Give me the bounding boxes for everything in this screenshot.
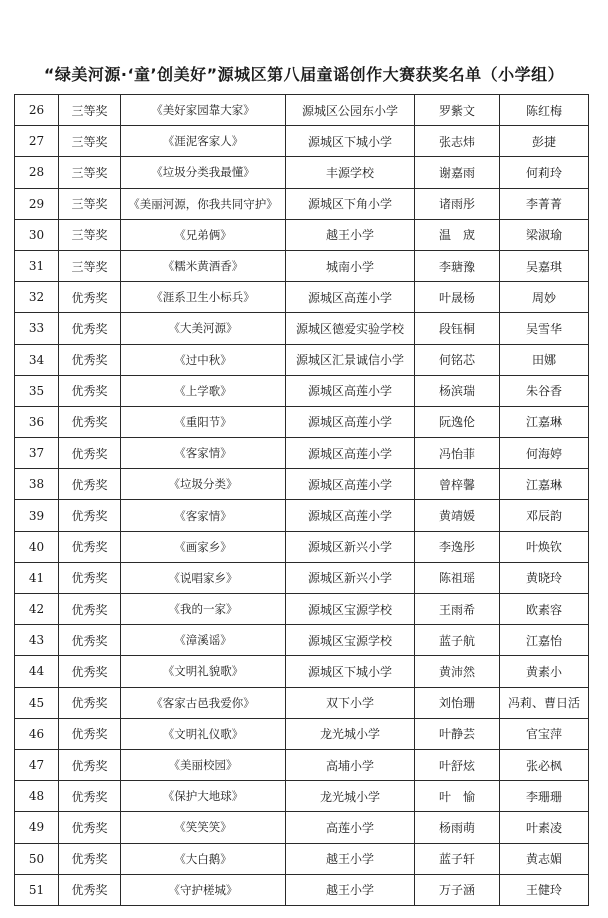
award-level: 优秀奖 <box>59 874 121 905</box>
school-name: 源城区高莲小学 <box>286 282 415 313</box>
row-number: 36 <box>15 406 59 437</box>
work-title: 《上学歌》 <box>121 375 286 406</box>
table-row <box>15 812 589 843</box>
author-name: 刘怡珊 <box>415 687 500 718</box>
work-title: 《垃圾分类我最懂》 <box>121 157 286 188</box>
work-title: 《画家乡》 <box>121 531 286 562</box>
school-name: 高埔小学 <box>286 749 415 780</box>
table-row <box>15 282 589 313</box>
award-level: 优秀奖 <box>59 500 121 531</box>
work-title: 《文明礼仪歌》 <box>121 718 286 749</box>
school-name: 源城区汇景诚信小学 <box>286 344 415 375</box>
work-title: 《涯泥客家人》 <box>121 126 286 157</box>
table-row <box>15 469 589 500</box>
author-name: 阮逸伦 <box>415 406 500 437</box>
work-title: 《大白鹅》 <box>121 843 286 874</box>
work-title: 《涯系卫生小标兵》 <box>121 282 286 313</box>
row-number: 35 <box>15 375 59 406</box>
table-row <box>15 313 589 344</box>
author-name: 诸雨彤 <box>415 188 500 219</box>
author-name: 黄沛然 <box>415 656 500 687</box>
teacher-name: 朱谷香 <box>500 375 589 406</box>
author-name: 万子涵 <box>415 874 500 905</box>
row-number: 27 <box>15 126 59 157</box>
row-number: 45 <box>15 687 59 718</box>
award-level: 三等奖 <box>59 157 121 188</box>
table-row <box>15 250 589 281</box>
author-name: 李逸彤 <box>415 531 500 562</box>
school-name: 源城区下角小学 <box>286 188 415 219</box>
author-name: 叶晟杨 <box>415 282 500 313</box>
author-name: 黄靖媛 <box>415 500 500 531</box>
row-number: 33 <box>15 313 59 344</box>
award-level: 优秀奖 <box>59 594 121 625</box>
work-title: 《我的一家》 <box>121 594 286 625</box>
school-name: 源城区新兴小学 <box>286 562 415 593</box>
work-title: 《客家情》 <box>121 438 286 469</box>
row-number: 50 <box>15 843 59 874</box>
author-name: 何铭芯 <box>415 344 500 375</box>
work-title: 《保护大地球》 <box>121 781 286 812</box>
table-row <box>15 406 589 437</box>
author-name: 蓝子轩 <box>415 843 500 874</box>
row-number: 47 <box>15 749 59 780</box>
work-title: 《垃圾分类》 <box>121 469 286 500</box>
award-level: 三等奖 <box>59 188 121 219</box>
teacher-name: 彭捷 <box>500 126 589 157</box>
teacher-name: 李菁菁 <box>500 188 589 219</box>
school-name: 丰源学校 <box>286 157 415 188</box>
award-level: 优秀奖 <box>59 438 121 469</box>
work-title: 《漳溪谣》 <box>121 625 286 656</box>
work-title: 《说唱家乡》 <box>121 562 286 593</box>
row-number: 34 <box>15 344 59 375</box>
teacher-name: 梁淑瑜 <box>500 219 589 250</box>
teacher-name: 官宝萍 <box>500 718 589 749</box>
row-number: 26 <box>15 95 59 126</box>
award-table <box>14 94 589 906</box>
table-row <box>15 656 589 687</box>
author-name: 王雨希 <box>415 594 500 625</box>
school-name: 源城区公园东小学 <box>286 95 415 126</box>
row-number: 28 <box>15 157 59 188</box>
teacher-name: 欧素容 <box>500 594 589 625</box>
work-title: 《大美河源》 <box>121 313 286 344</box>
teacher-name: 江嘉琳 <box>500 406 589 437</box>
school-name: 源城区新兴小学 <box>286 531 415 562</box>
teacher-name: 何海婷 <box>500 438 589 469</box>
row-number: 49 <box>15 812 59 843</box>
work-title: 《客家古邑我爱你》 <box>121 687 286 718</box>
school-name: 源城区高莲小学 <box>286 406 415 437</box>
teacher-name: 叶素凌 <box>500 812 589 843</box>
table-row <box>15 219 589 250</box>
school-name: 越王小学 <box>286 874 415 905</box>
row-number: 46 <box>15 718 59 749</box>
table-row <box>15 594 589 625</box>
table-row <box>15 843 589 874</box>
award-level: 优秀奖 <box>59 469 121 500</box>
row-number: 42 <box>15 594 59 625</box>
row-number: 51 <box>15 874 59 905</box>
teacher-name: 黄晓玲 <box>500 562 589 593</box>
teacher-name: 田娜 <box>500 344 589 375</box>
award-level: 优秀奖 <box>59 718 121 749</box>
school-name: 源城区宝源学校 <box>286 594 415 625</box>
author-name: 张志炜 <box>415 126 500 157</box>
school-name: 高莲小学 <box>286 812 415 843</box>
award-level: 优秀奖 <box>59 375 121 406</box>
teacher-name: 黄素小 <box>500 656 589 687</box>
teacher-name: 吴嘉琪 <box>500 250 589 281</box>
award-level: 三等奖 <box>59 126 121 157</box>
author-name: 冯怡菲 <box>415 438 500 469</box>
school-name: 源城区宝源学校 <box>286 625 415 656</box>
author-name: 蓝子航 <box>415 625 500 656</box>
row-number: 44 <box>15 656 59 687</box>
award-level: 三等奖 <box>59 250 121 281</box>
teacher-name: 张必枫 <box>500 749 589 780</box>
author-name: 段钰桐 <box>415 313 500 344</box>
author-name: 杨雨萌 <box>415 812 500 843</box>
award-level: 优秀奖 <box>59 812 121 843</box>
row-number: 30 <box>15 219 59 250</box>
teacher-name: 王健玲 <box>500 874 589 905</box>
work-title: 《美丽河源，你我共同守护》 <box>121 188 286 219</box>
author-name: 叶舒炫 <box>415 749 500 780</box>
row-number: 41 <box>15 562 59 593</box>
teacher-name: 黄志媚 <box>500 843 589 874</box>
teacher-name: 邓辰韵 <box>500 500 589 531</box>
author-name: 李瑭豫 <box>415 250 500 281</box>
row-number: 31 <box>15 250 59 281</box>
work-title: 《美好家园靠大家》 <box>121 95 286 126</box>
table-row <box>15 781 589 812</box>
work-title: 《重阳节》 <box>121 406 286 437</box>
author-name: 罗紫文 <box>415 95 500 126</box>
award-level: 三等奖 <box>59 95 121 126</box>
page-title: “绿美河源·‘童’创美好”源城区第八届童谣创作大赛获奖名单（小学组） <box>43 65 565 84</box>
author-name: 温 宬 <box>415 219 500 250</box>
row-number: 29 <box>15 188 59 219</box>
award-level: 优秀奖 <box>59 687 121 718</box>
school-name: 源城区下城小学 <box>286 126 415 157</box>
table-row <box>15 157 589 188</box>
row-number: 40 <box>15 531 59 562</box>
school-name: 源城区高莲小学 <box>286 500 415 531</box>
work-title: 《过中秋》 <box>121 344 286 375</box>
author-name: 曾梓馨 <box>415 469 500 500</box>
work-title: 《守护槎城》 <box>121 874 286 905</box>
table-row <box>15 874 589 905</box>
school-name: 城南小学 <box>286 250 415 281</box>
work-title: 《文明礼貌歌》 <box>121 656 286 687</box>
author-name: 谢嘉雨 <box>415 157 500 188</box>
table-row <box>15 344 589 375</box>
table-row <box>15 500 589 531</box>
award-level: 优秀奖 <box>59 656 121 687</box>
table-row <box>15 438 589 469</box>
award-level: 优秀奖 <box>59 282 121 313</box>
table-row <box>15 625 589 656</box>
school-name: 双下小学 <box>286 687 415 718</box>
work-title: 《美丽校园》 <box>121 749 286 780</box>
award-level: 优秀奖 <box>59 781 121 812</box>
table-row <box>15 718 589 749</box>
table-row <box>15 375 589 406</box>
table-row <box>15 95 589 126</box>
teacher-name: 周妙 <box>500 282 589 313</box>
teacher-name: 江嘉怡 <box>500 625 589 656</box>
school-name: 源城区下城小学 <box>286 656 415 687</box>
school-name: 源城区高莲小学 <box>286 375 415 406</box>
award-level: 优秀奖 <box>59 313 121 344</box>
award-level: 优秀奖 <box>59 749 121 780</box>
teacher-name: 李珊珊 <box>500 781 589 812</box>
table-row <box>15 126 589 157</box>
teacher-name: 陈红梅 <box>500 95 589 126</box>
work-title: 《糯米黄酒香》 <box>121 250 286 281</box>
school-name: 越王小学 <box>286 843 415 874</box>
award-level: 三等奖 <box>59 219 121 250</box>
award-table-body <box>15 95 589 906</box>
school-name: 源城区德爱实验学校 <box>286 313 415 344</box>
teacher-name: 江嘉琳 <box>500 469 589 500</box>
school-name: 龙光城小学 <box>286 718 415 749</box>
school-name: 越王小学 <box>286 219 415 250</box>
school-name: 源城区高莲小学 <box>286 438 415 469</box>
author-name: 陈祖瑶 <box>415 562 500 593</box>
teacher-name: 何莉玲 <box>500 157 589 188</box>
table-row <box>15 749 589 780</box>
award-level: 优秀奖 <box>59 406 121 437</box>
row-number: 38 <box>15 469 59 500</box>
teacher-name: 吴雪华 <box>500 313 589 344</box>
work-title: 《兄弟俩》 <box>121 219 286 250</box>
table-row <box>15 531 589 562</box>
row-number: 37 <box>15 438 59 469</box>
author-name: 杨滨瑞 <box>415 375 500 406</box>
table-row <box>15 687 589 718</box>
table-row <box>15 188 589 219</box>
award-level: 优秀奖 <box>59 531 121 562</box>
row-number: 32 <box>15 282 59 313</box>
award-level: 优秀奖 <box>59 625 121 656</box>
author-name: 叶 愉 <box>415 781 500 812</box>
award-level: 优秀奖 <box>59 843 121 874</box>
school-name: 龙光城小学 <box>286 781 415 812</box>
teacher-name: 叶焕钦 <box>500 531 589 562</box>
award-level: 优秀奖 <box>59 344 121 375</box>
author-name: 叶静芸 <box>415 718 500 749</box>
row-number: 39 <box>15 500 59 531</box>
school-name: 源城区高莲小学 <box>286 469 415 500</box>
award-level: 优秀奖 <box>59 562 121 593</box>
row-number: 48 <box>15 781 59 812</box>
work-title: 《客家情》 <box>121 500 286 531</box>
work-title: 《笑笑笑》 <box>121 812 286 843</box>
table-row <box>15 562 589 593</box>
teacher-name: 冯莉、曹日活 <box>500 687 589 718</box>
row-number: 43 <box>15 625 59 656</box>
